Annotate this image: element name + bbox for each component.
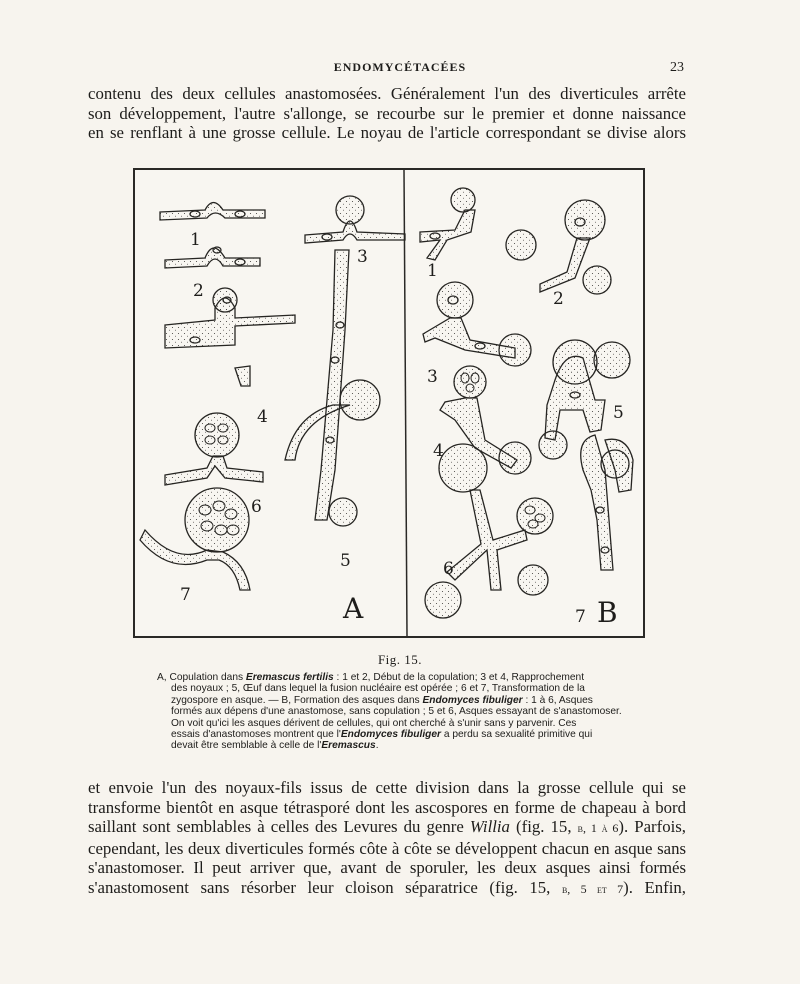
panel-a-label-1: 1 (190, 230, 201, 250)
page-number: 23 (670, 60, 684, 75)
panel-a-label-4: 4 (257, 407, 268, 427)
panel-a-label-2: 2 (193, 281, 204, 301)
figure-reference: b, 5 et 7 (561, 881, 624, 896)
panel-b-label-6: 6 (443, 559, 454, 579)
caption-line: devait être semblable à celle de l'Eremascus. (171, 740, 379, 752)
paragraph-bottom (88, 778, 686, 900)
caption-line: On voit qu'ici les asques dérivent de cellules, qui ont cherché à s'unir sans y parvenir. Ces (171, 717, 577, 729)
panel-b-label-4: 4 (433, 441, 444, 461)
panel-b-drawing (420, 188, 633, 618)
text-line: son développement, l'autre s'allonge, se recourbe sur le premier et donne naissance (88, 103, 686, 123)
panel-b-letter: B (597, 596, 618, 629)
panel-a-label-7: 7 (180, 585, 191, 605)
text-line: en se renflant à une grosse cellule. Le noyau de l'article correspondant se divise alors (88, 123, 686, 143)
caption-line: formés aux dépens d'une anastomose, sans copulation ; 5 et 6, Asques essayant de s'anastomoser. (171, 706, 622, 718)
panel-b-label-1: 1 (427, 261, 438, 281)
figure-title: Fig. 15. (377, 652, 423, 667)
panel-b-label-2: 2 (553, 289, 564, 309)
paragraph-top (88, 84, 686, 143)
genus-name: Willia (469, 817, 510, 837)
panel-b-label-7: 7 (575, 607, 586, 627)
caption-line: des noyaux ; 5, Œuf dans lequel la fusion nucléaire est opérée ; 6 et 7, Transformation de la (171, 683, 585, 695)
figure-reference: b, 1 à 6 (577, 821, 619, 836)
figure-15 (133, 168, 645, 638)
panel-b-label-3: 3 (427, 367, 438, 387)
text-line: s'anastomoser. Il peut arriver que, avant de sporuler, les deux asques ainsi formés (88, 858, 686, 878)
panel-a-label-6: 6 (251, 497, 262, 517)
panel-a-label-5: 5 (340, 551, 351, 571)
text-line: saillant sont semblables à celles des Levures du genre Willia (fig. 15, b, 1 à 6). Parfois, (88, 817, 686, 837)
panel-a-letter: A (343, 592, 364, 625)
text-line: cependant, les deux diverticules formés côte à côte se développent chacun en asque sans (88, 838, 686, 858)
text-line: s'anastomosent sans résorber leur cloison séparatrice (fig. 15, b, 5 et 7). Enfin, (88, 877, 686, 897)
running-head (0, 60, 800, 80)
figure-caption (157, 672, 647, 752)
text-line: et envoie l'un des noyaux-fils issus de cette division dans la grosse cellule qui se (88, 778, 686, 797)
figure-drawing (135, 170, 643, 636)
caption-line: zygospore en asque. — B, Formation des asques dans Endomyces fibuliger : 1 à 6, Asques (171, 694, 593, 706)
text-line: contenu des deux cellules anastomosées. Généralement l'un des diverticules arrête (88, 84, 686, 103)
caption-line: A, Copulation dans Eremascus fertilis : 1 et 2, Début de la copulation; 3 et 4, Rapprochement (157, 672, 585, 683)
text-line: transforme bientôt en asque tétrasporé dont les ascospores en forme de chapeau à bord (88, 797, 686, 817)
panel-a-label-3: 3 (357, 247, 368, 267)
panel-b-label-5: 5 (613, 403, 624, 423)
caption-line: essais d'anastomoses montrent que l'Endomyces fibuliger a perdu sa sexualité primitive qui (171, 729, 593, 741)
chapter-title: ENDOMYCÉTACÉES (333, 60, 467, 74)
